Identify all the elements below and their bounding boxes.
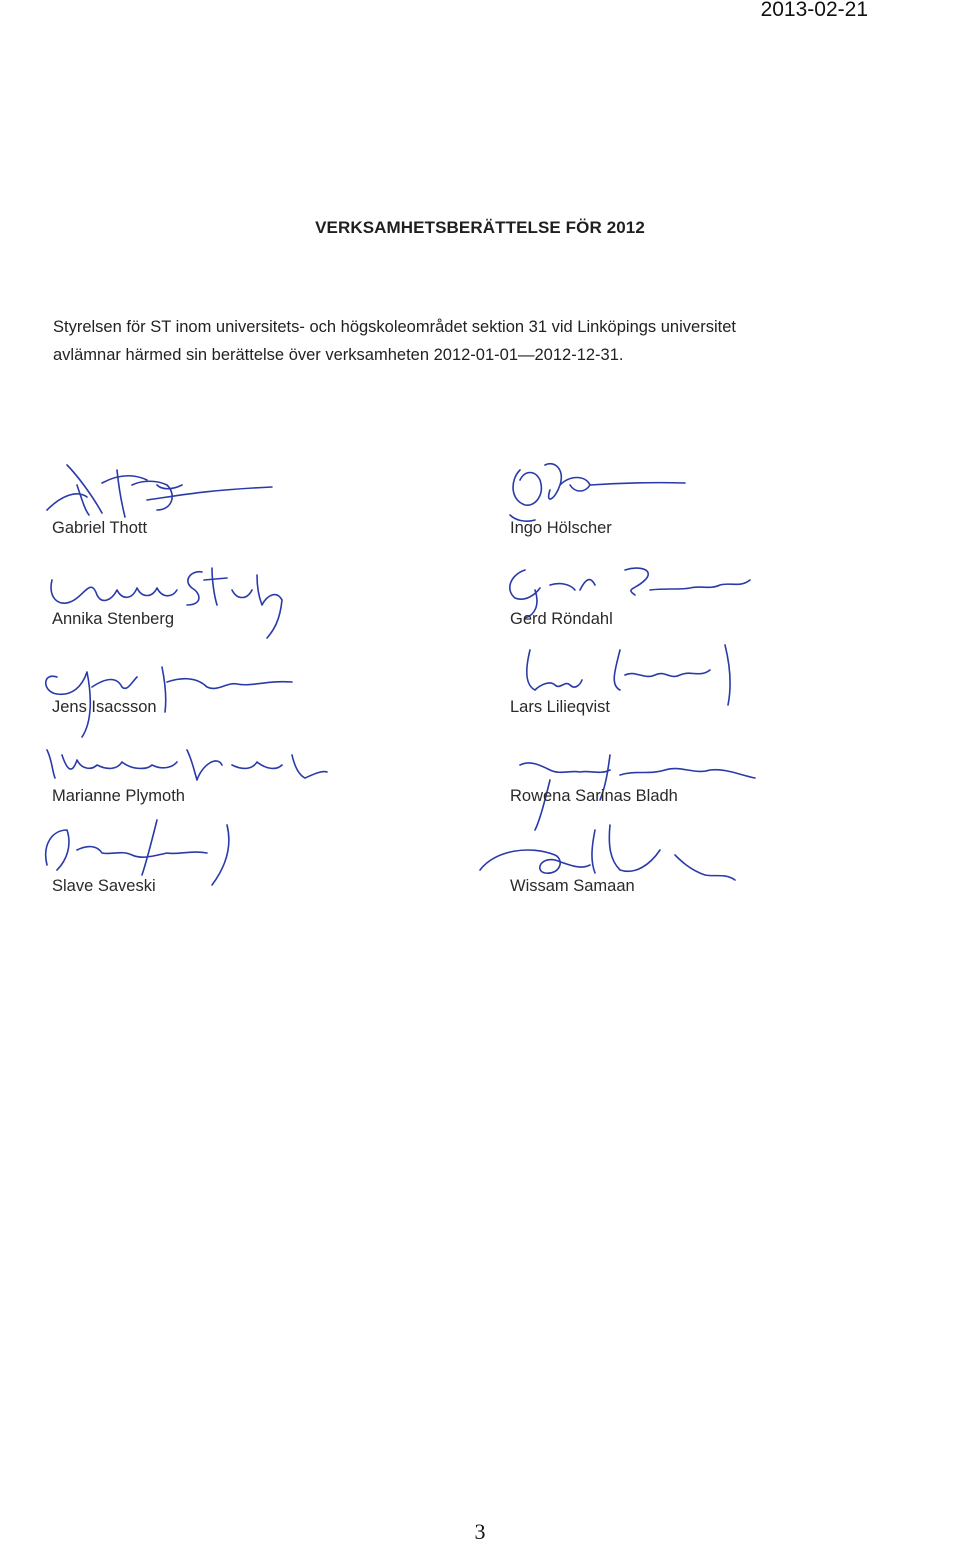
intro-paragraph <box>53 313 833 369</box>
signatory-name: Gerd Röndahl <box>510 610 613 628</box>
signature-block-annika-stenberg <box>52 560 352 650</box>
signatory-name: Jens Isacsson <box>52 698 157 716</box>
signatory-name: Slave Saveski <box>52 877 156 895</box>
handwritten-signature <box>7 455 237 525</box>
signatory-name: Gabriel Thott <box>52 519 148 537</box>
signature-block-gabriel-thott <box>52 455 352 545</box>
page-number: 3 <box>474 1519 486 1544</box>
paragraph-line: Styrelsen för ST inom universitets- och högskoleområdet sektion 31 vid Linköpings universitet <box>53 318 736 336</box>
handwritten-signature <box>37 652 297 742</box>
signatory-name: Marianne Plymoth <box>52 787 185 805</box>
signatory-name: Lars Lilieqvist <box>510 698 610 716</box>
signatory-name: Wissam Samaan <box>510 877 635 895</box>
signatory-name: Rowena Sarinas Bladh <box>510 787 678 805</box>
signature-block-wissam-samaan <box>510 815 810 905</box>
signature-block-slave-saveski <box>52 815 352 905</box>
handwritten-signature <box>490 455 690 525</box>
signature-block-lars-lilieqvist <box>510 640 810 730</box>
signature-block-ingo-holscher <box>510 455 810 545</box>
paragraph-line: avlämnar härmed sin berättelse över verksamheten 2012-01-01—2012-12-31. <box>53 346 624 364</box>
document-title: VERKSAMHETSBERÄTTELSE FÖR 2012 <box>315 218 645 237</box>
header-date: 2013-02-21 <box>760 0 868 21</box>
signature-block-jens-isacsson <box>52 652 352 742</box>
signature-block-gerd-rondahl <box>510 560 810 650</box>
signatory-name: Annika Stenberg <box>52 610 175 628</box>
signatory-name: Ingo Hölscher <box>510 519 612 537</box>
